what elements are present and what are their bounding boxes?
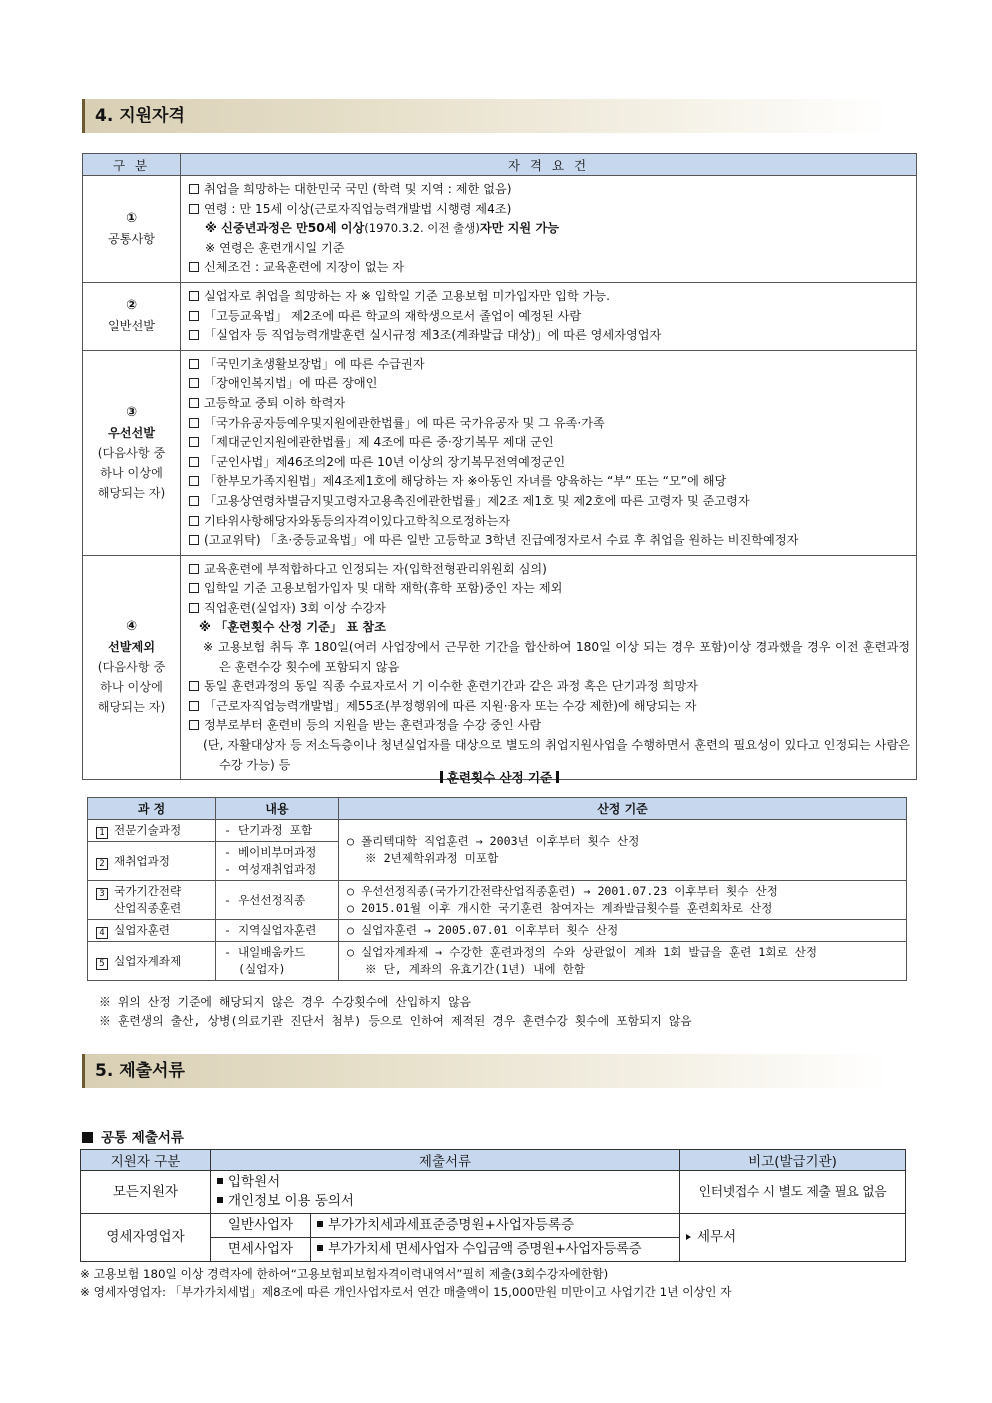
requirement-text: 「장애인복지법」에 따른 장애인 — [204, 376, 378, 391]
qual-category — [83, 176, 181, 283]
criteria-line: ○ 폴리텍대학 직업훈련 → 2003년 이후부터 횟수 산정 — [347, 834, 640, 848]
count-header-content: 내용 — [216, 798, 339, 820]
requirement-text: 기타위사항해당자와동등의자격이있다고학칙으로정하는자 — [204, 513, 511, 528]
course-name: 재취업과정 — [114, 853, 170, 868]
checkbox-icon — [189, 564, 199, 574]
requirement-text: 실업자로 취업을 희망하는 자 ※ 입학일 기준 고용보험 미가입자만 입학 가능. — [204, 288, 611, 303]
category-note: (다음사항 중 — [97, 445, 166, 460]
requirement-line — [189, 326, 910, 346]
requirement-text: 신체조건 : 교육훈련에 지장이 없는 자 — [204, 260, 405, 275]
requirement-text: 정부로부터 훈련비 등의 지원을 받는 훈련과정을 수강 중인 사람 — [204, 718, 542, 733]
requirement-text: 「고용상연령차별금지및고령자고용촉진에관한법률」제2조 제1호 및 제2호에 따른 고령자 및 준고령자 — [204, 493, 750, 508]
checkbox-icon — [189, 378, 199, 388]
applicant-all: 모든지원자 — [81, 1171, 211, 1214]
requirement-line — [189, 531, 910, 551]
category-name: 우선선발 — [107, 425, 156, 440]
common-documents-title — [82, 1126, 184, 1146]
section-4-header — [82, 99, 890, 133]
docs-header-documents: 제출서류 — [211, 1150, 680, 1171]
checkbox-icon — [189, 535, 199, 545]
category-note: 하나 이상에 — [100, 465, 163, 480]
section-4-title: 4. 지원자격 — [95, 106, 185, 126]
checkbox-icon — [189, 359, 199, 369]
requirement-line — [189, 472, 910, 492]
requirement-line — [189, 599, 910, 619]
requirement-line — [189, 677, 910, 697]
checkbox-icon — [189, 496, 199, 506]
category-name: 공통사항 — [107, 231, 156, 246]
criteria-line: ○ 2015.01월 이후 개시한 국기훈련 참여자는 계좌발급횟수를 훈련회차로 산정 — [347, 901, 773, 915]
requirement-text: 교육훈련에 부적합하다고 인정되는 자(입학전형관리위원회 심의) — [204, 561, 547, 576]
requirement-emphasis: 자만 지원 가능 — [479, 221, 559, 236]
document-name: 입학원서 — [228, 1174, 281, 1190]
checkbox-icon — [189, 184, 199, 194]
documents-all — [211, 1171, 680, 1214]
table-row-course — [88, 920, 216, 942]
number-box: 5 — [96, 958, 108, 970]
category-name: 일반선발 — [107, 319, 156, 334]
table-row — [83, 555, 917, 780]
qual-requirements — [181, 555, 917, 780]
category-note: 해당되는 자) — [97, 700, 166, 715]
requirement-line — [189, 394, 910, 414]
criteria-line: ○ 실업자훈련 → 2005.07.01 이후부터 횟수 산정 — [347, 923, 619, 937]
category-number: ② — [125, 298, 137, 314]
criteria-cell — [339, 881, 907, 920]
requirement-line: (단, 자활대상자 등 저소득층이나 청년실업자를 대상으로 별도의 취업지원사업을 수행하면서 훈련의 필요성이 있다고 인정되는 사람은 수강 가능) 등 — [203, 738, 910, 772]
qual-requirements — [181, 176, 917, 283]
bullet-icon — [217, 1178, 223, 1184]
requirement-line — [189, 219, 910, 239]
course-content — [216, 842, 339, 881]
document-name: 부가가치세 면세사업자 수입금액 증명원+사업자등록증 — [328, 1241, 642, 1257]
requirement-line — [189, 579, 910, 599]
course-name: 산업직종훈련 — [114, 901, 182, 915]
requirement-text: 연령 : 만 15세 이상(근로자직업능력개발법 시행령 제4조) — [204, 201, 512, 216]
category-note: (다음사항 중 — [97, 660, 166, 675]
qualification-table — [82, 153, 917, 780]
count-note: ※ 위의 산정 기준에 해당되지 않은 경우 수강횟수에 산입하지 않음 — [99, 995, 472, 1009]
requirement-text: 동일 훈련과정의 동일 직종 수료자로서 기 이수한 훈련기간과 같은 과정 혹은 단기과정 희망자 — [204, 679, 698, 694]
course-content — [216, 820, 339, 842]
requirement-text: 고등학교 중퇴 이하 학력자 — [204, 395, 346, 410]
tax-exempt-business-label: 면세사업자 — [211, 1238, 311, 1262]
requirement-text: 「제대군인지원에관한법률」제 4조에 따른 중·장기복무 제대 군인 — [204, 435, 554, 450]
docs-header-remarks: 비고(발급기관) — [680, 1150, 906, 1171]
section-5-header — [82, 1054, 890, 1088]
checkbox-icon — [189, 603, 199, 613]
remark-text: 세무서 — [697, 1229, 737, 1245]
triangle-bullet-icon — [686, 1234, 691, 1240]
criteria-line: ○ 우선선정직종(국가기간전략산업직종훈련) → 2001.07.23 이후부터 횟수 산정 — [347, 884, 778, 898]
document-name: 부가가치세과세표준증명원+사업자등록증 — [328, 1217, 575, 1233]
requirement-line — [189, 433, 910, 453]
qual-category — [83, 555, 181, 780]
requirement-text: 「군인사법」제46조의2에 따른 10년 이상의 장기복무전역예정군인 — [204, 454, 566, 469]
requirement-line — [189, 512, 910, 532]
qual-category — [83, 282, 181, 350]
requirement-emphasis: ※ 신중년과정은 만50세 이상 — [205, 221, 365, 236]
course-name: 실업자훈련 — [114, 923, 170, 937]
bullet-icon — [217, 1197, 223, 1203]
count-criteria-table — [87, 797, 907, 981]
requirement-text: 입학일 기준 고용보험가입자 및 대학 재학(휴학 포함)중인 자는 제외 — [204, 581, 563, 596]
checkbox-icon — [189, 311, 199, 321]
criteria-line: ○ 실업자계좌제 → 수강한 훈련과정의 수와 상관없이 계좌 1회 발급을 훈련 1회로 산정 — [347, 945, 818, 959]
table-row — [83, 176, 917, 283]
criteria-cell — [339, 920, 907, 942]
content-line: - 지역실업자훈련 — [224, 923, 317, 937]
category-note: 해당되는 자) — [97, 485, 166, 500]
title-bar-right — [556, 771, 559, 783]
requirement-line — [189, 200, 910, 220]
requirement-text: (고교위탁) 「초·중등교육법」에 따른 일반 고등학교 3학년 진급예정자로서 수료 후 취업을 원하는 비진학예정자 — [204, 533, 799, 548]
category-note: 하나 이상에 — [100, 680, 163, 695]
checkbox-icon — [189, 720, 199, 730]
course-content — [216, 881, 339, 920]
requirement-line — [189, 697, 910, 717]
requirement-text: (1970.3.2. 이전 출생) — [364, 221, 480, 236]
title-bar-left — [440, 771, 443, 783]
requirement-text: 「근로자직업능력개발법」제55조(부정행위에 따른 지원·융자 또는 수강 제한)에 해당되는 자 — [204, 698, 697, 713]
category-name: 선발제외 — [107, 640, 156, 655]
checkbox-icon — [189, 681, 199, 691]
bullet-icon — [317, 1221, 323, 1227]
checkbox-icon — [189, 204, 199, 214]
document-name: 개인정보 이용 동의서 — [228, 1193, 354, 1209]
qual-header-requirements: 자 격 요 건 — [181, 154, 917, 176]
applicant-self-employed: 영세자영업자 — [81, 1214, 211, 1262]
checkbox-icon — [189, 262, 199, 272]
general-business-documents — [311, 1214, 680, 1238]
requirement-line — [189, 716, 910, 736]
course-content — [216, 920, 339, 942]
checkbox-icon — [189, 457, 199, 467]
criteria-line: ※ 2년제학위과정 미포함 — [365, 851, 499, 865]
table-row — [83, 282, 917, 350]
number-box: 2 — [96, 858, 108, 870]
category-number: ① — [125, 210, 137, 226]
requirement-line — [189, 180, 910, 200]
course-name: 실업자계좌제 — [114, 953, 182, 968]
number-box: 4 — [96, 927, 108, 939]
requirement-text: 「국가유공자등예우및지원에관한법률」에 따른 국가유공자 및 그 유족·가족 — [204, 415, 605, 430]
criteria-line: ※ 단, 계좌의 유효기간(1년) 내에 한함 — [365, 962, 586, 976]
docs-header-applicant: 지원자 구분 — [81, 1150, 211, 1171]
requirement-line — [189, 307, 910, 327]
qual-header-category: 구 분 — [83, 154, 181, 176]
tax-exempt-business-documents — [311, 1238, 680, 1262]
count-note: ※ 훈련생의 출산, 상병(의료기관 진단서 첨부) 등으로 인하여 제적된 경우 훈련수강 횟수에 포함되지 않음 — [99, 1014, 692, 1028]
requirement-line — [189, 453, 910, 473]
checkbox-icon — [189, 516, 199, 526]
qual-category — [83, 350, 181, 555]
content-line: - 여성재취업과정 — [224, 862, 317, 876]
requirement-line — [189, 374, 910, 394]
documents-table — [80, 1149, 906, 1262]
common-documents-title-text: 공통 제출서류 — [101, 1130, 184, 1146]
requirement-line: ※ 연령은 훈련개시일 기준 — [205, 240, 345, 255]
number-box: 3 — [96, 888, 108, 900]
checkbox-icon — [189, 701, 199, 711]
count-header-criteria: 산정 기준 — [339, 798, 907, 820]
remark-all: 인터넷접수 시 별도 제출 필요 없음 — [680, 1171, 906, 1214]
footnote: ※ 고용보험 180일 이상 경력자에 한하여“고용보험피보험자격이력내역서”필히 제출(3회수강자에한함) — [80, 1267, 609, 1281]
list-item — [217, 1173, 673, 1192]
square-bullet-icon — [82, 1132, 93, 1143]
table-row-course — [88, 842, 216, 881]
requirement-text: 「한부모가족지원법」제4조제1호에 해당하는 자 ※아동인 자녀를 양육하는 “부” 또는 “모”에 해당 — [204, 474, 727, 489]
course-name: 국가기간전략 — [114, 884, 182, 898]
requirement-text: 「고등교육법」 제2조에 따른 학교의 재학생으로서 졸업이 예정된 사람 — [204, 308, 582, 323]
requirement-line — [189, 492, 910, 512]
requirement-line — [189, 258, 910, 278]
content-line: - 베이비부머과정 — [224, 845, 317, 859]
count-criteria-title-text: 훈련횟수 산정 기준 — [446, 770, 553, 785]
number-box: 1 — [96, 827, 108, 839]
footnote: ※ 영세자영업자: 「부가가치세법」제8조에 따른 개인사업자로서 연간 매출액이 15,000만원 미만이고 사업기간 1년 이상인 자 — [80, 1285, 732, 1299]
content-line: (실업자) — [238, 962, 286, 976]
qual-requirements — [181, 350, 917, 555]
general-business-label: 일반사업자 — [211, 1214, 311, 1238]
checkbox-icon — [189, 437, 199, 447]
requirement-text: 취업을 희망하는 대한민국 국민 (학력 및 지역 : 제한 없음) — [204, 182, 512, 196]
requirement-line — [189, 414, 910, 434]
table-row-course — [88, 820, 216, 842]
content-line: - 단기과정 포함 — [224, 823, 313, 837]
count-header-course: 과 정 — [88, 798, 216, 820]
checkbox-icon — [189, 330, 199, 340]
checkbox-icon — [189, 418, 199, 428]
requirement-text: 「국민기초생활보장법」에 따른 수급권자 — [204, 356, 425, 371]
table-row-course — [88, 881, 216, 920]
requirement-line: ※ 고용보험 취득 후 180일(여러 사업장에서 근무한 기간을 합산하여 180일 이상 되는 경우 포함)이상 경과했을 경우 이전 훈련과정은 훈련수강 횟수에 포함되지 않음 — [203, 640, 910, 674]
category-number: ③ — [125, 404, 137, 420]
requirement-line — [189, 560, 910, 580]
list-item — [217, 1192, 673, 1211]
content-line: - 내일배움카드 — [224, 945, 306, 959]
qual-requirements — [181, 282, 917, 350]
requirement-line: ※ 「훈련횟수 산정 기준」 표 참조 — [199, 620, 386, 635]
bullet-icon — [317, 1245, 323, 1251]
checkbox-icon — [189, 398, 199, 408]
criteria-cell — [339, 942, 907, 981]
category-number: ④ — [125, 619, 137, 635]
course-name: 전문기술과정 — [114, 823, 182, 837]
count-criteria-title — [82, 768, 917, 786]
course-content — [216, 942, 339, 981]
table-row-course — [88, 942, 216, 981]
section-5-title: 5. 제출서류 — [95, 1061, 185, 1081]
checkbox-icon — [189, 476, 199, 486]
requirement-text: 「실업자 등 직업능력개발훈련 실시규정 제3조(계좌발급 대상)」에 따른 영세자영업자 — [204, 328, 662, 343]
checkbox-icon — [189, 583, 199, 593]
content-line: - 우선선정직종 — [224, 892, 306, 907]
requirement-line — [189, 287, 910, 307]
remark-self-employed — [680, 1214, 906, 1262]
table-row — [83, 350, 917, 555]
requirement-line — [189, 355, 910, 375]
requirement-text: 직업훈련(실업자) 3회 이상 수강자 — [204, 600, 386, 615]
checkbox-icon — [189, 291, 199, 301]
criteria-cell — [339, 820, 907, 881]
